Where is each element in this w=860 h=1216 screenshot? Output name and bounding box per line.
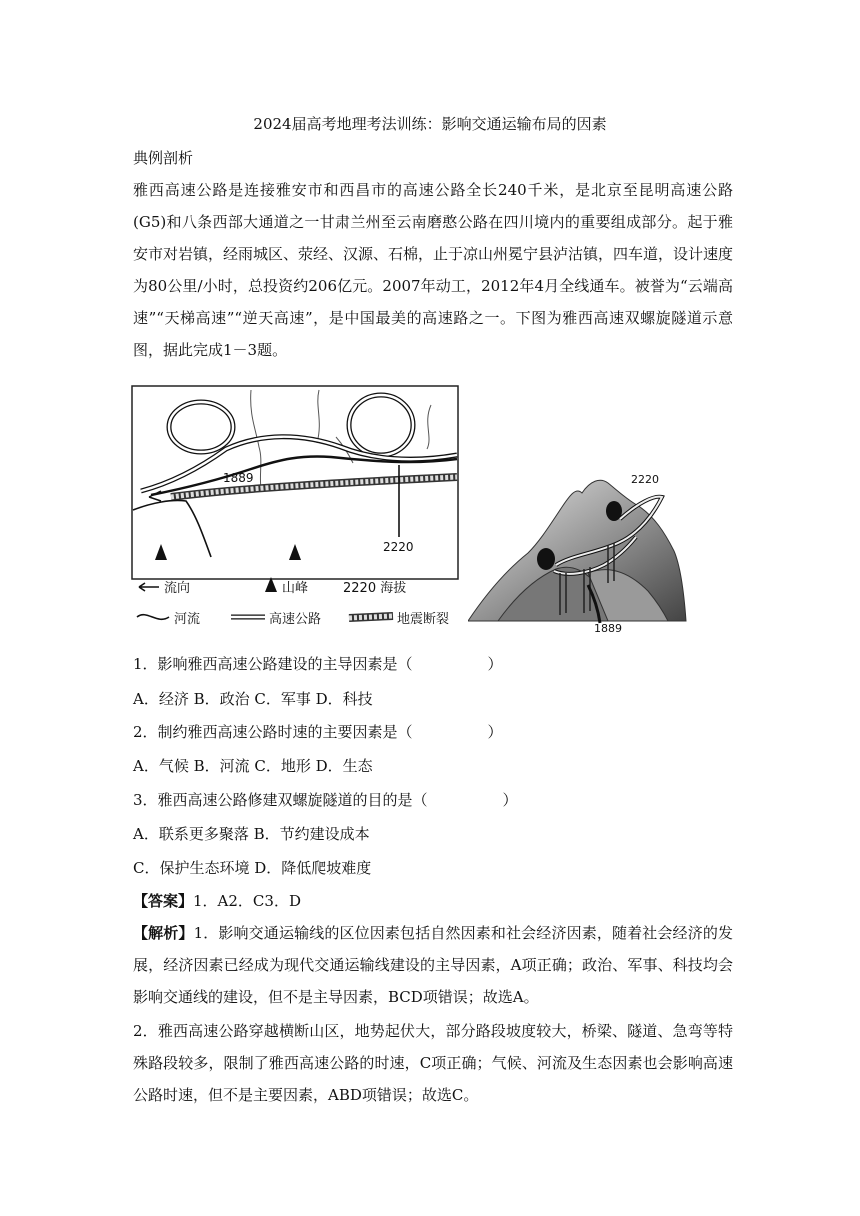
analysis-paragraph-2: 2．雅西高速公路穿越横断山区，地势起伏大，部分路段坡度较大，桥梁、隧道、急弯等特殊路段较多，限制了雅西高速公路的时速，C项正确；气候、河流及生态因素也会影响高速公路时速，但不是主要因素，ABD项错误；故选C。 — [133, 1022, 733, 1104]
flow-arrow-icon — [139, 583, 159, 591]
answer-text: 1．A2．C3．D — [193, 892, 301, 910]
answer-label: 【答案】 — [133, 892, 194, 910]
answer-line — [133, 890, 733, 911]
legend-highway: 高速公路 — [269, 612, 322, 627]
page-title: 2024届高考地理考法训练：影响交通运输布局的因素 — [253, 115, 607, 133]
mountain-elevation-high: 2220 — [631, 473, 659, 486]
legend-elevation: 2220 海拔 — [343, 581, 407, 596]
question-1-options: A．经济 B．政治 C．军事 D．科技 — [133, 690, 373, 708]
legend-peak: 山峰 — [282, 581, 309, 596]
analysis-label: 【解析】 — [133, 924, 194, 942]
mountain-elevation-low: 1889 — [594, 622, 622, 633]
legend-river: 河流 — [174, 612, 201, 627]
mountain-tunnel-illustration — [468, 473, 688, 633]
question-2-options: A．气候 B．河流 C．地形 D．生态 — [133, 757, 373, 775]
question-1-stem: 1．影响雅西高速公路建设的主导因素是（ ） — [133, 655, 503, 673]
map-elevation-high: 2220 — [383, 540, 414, 554]
question-2-stem: 2．制约雅西高速公路时速的主要因素是（ ） — [133, 723, 503, 741]
question-3-options-2: C．保护生态环境 D．降低爬坡难度 — [133, 859, 372, 877]
tunnel-map — [131, 385, 461, 633]
figure-double-spiral-tunnel — [131, 385, 731, 635]
question-3-options: A．联系更多聚落 B．节约建设成本 — [133, 825, 370, 843]
legend-river-icon — [137, 615, 169, 620]
analysis-text-1: 1．影响交通运输线的区位因素包括自然因素和社会经济因素，随着社会经济的发展，经济因素已经成为现代交通运输线建设的主导因素，A项正确；政治、军事、科技均会影响交通线的建设，但不是主导因素，BCD项错误；故选A。 — [133, 924, 733, 1006]
section-heading: 典例剖析 — [133, 149, 194, 167]
map-elevation-low: 1889 — [223, 471, 254, 485]
legend-flow: 流向 — [164, 581, 191, 596]
question-3-stem: 3．雅西高速公路修建双螺旋隧道的目的是（ ） — [133, 791, 518, 809]
analysis-paragraph-1 — [133, 917, 733, 1013]
intro-paragraph: 雅西高速公路是连接雅安市和西昌市的高速公路全长240千米，是北京至昆明高速公路(G5)和八条西部大通道之一甘肃兰州至云南磨憨公路在四川境内的重要组成部分。起于雅安市对岩镇，经雨城区、荥经、汉源、石棉，止于凉山州冕宁县泸沽镇，四车道，设计速度为80公里/小时，总投资约206亿元。2007年动工，2012年4月全线通车。被誉为“云端高速”“天梯高速”“逆天高速”，是中国最美的高速路之一。下图为雅西高速双螺旋隧道示意图，据此完成1－3题。 — [133, 181, 734, 359]
legend-fault: 地震断裂 — [397, 612, 450, 627]
